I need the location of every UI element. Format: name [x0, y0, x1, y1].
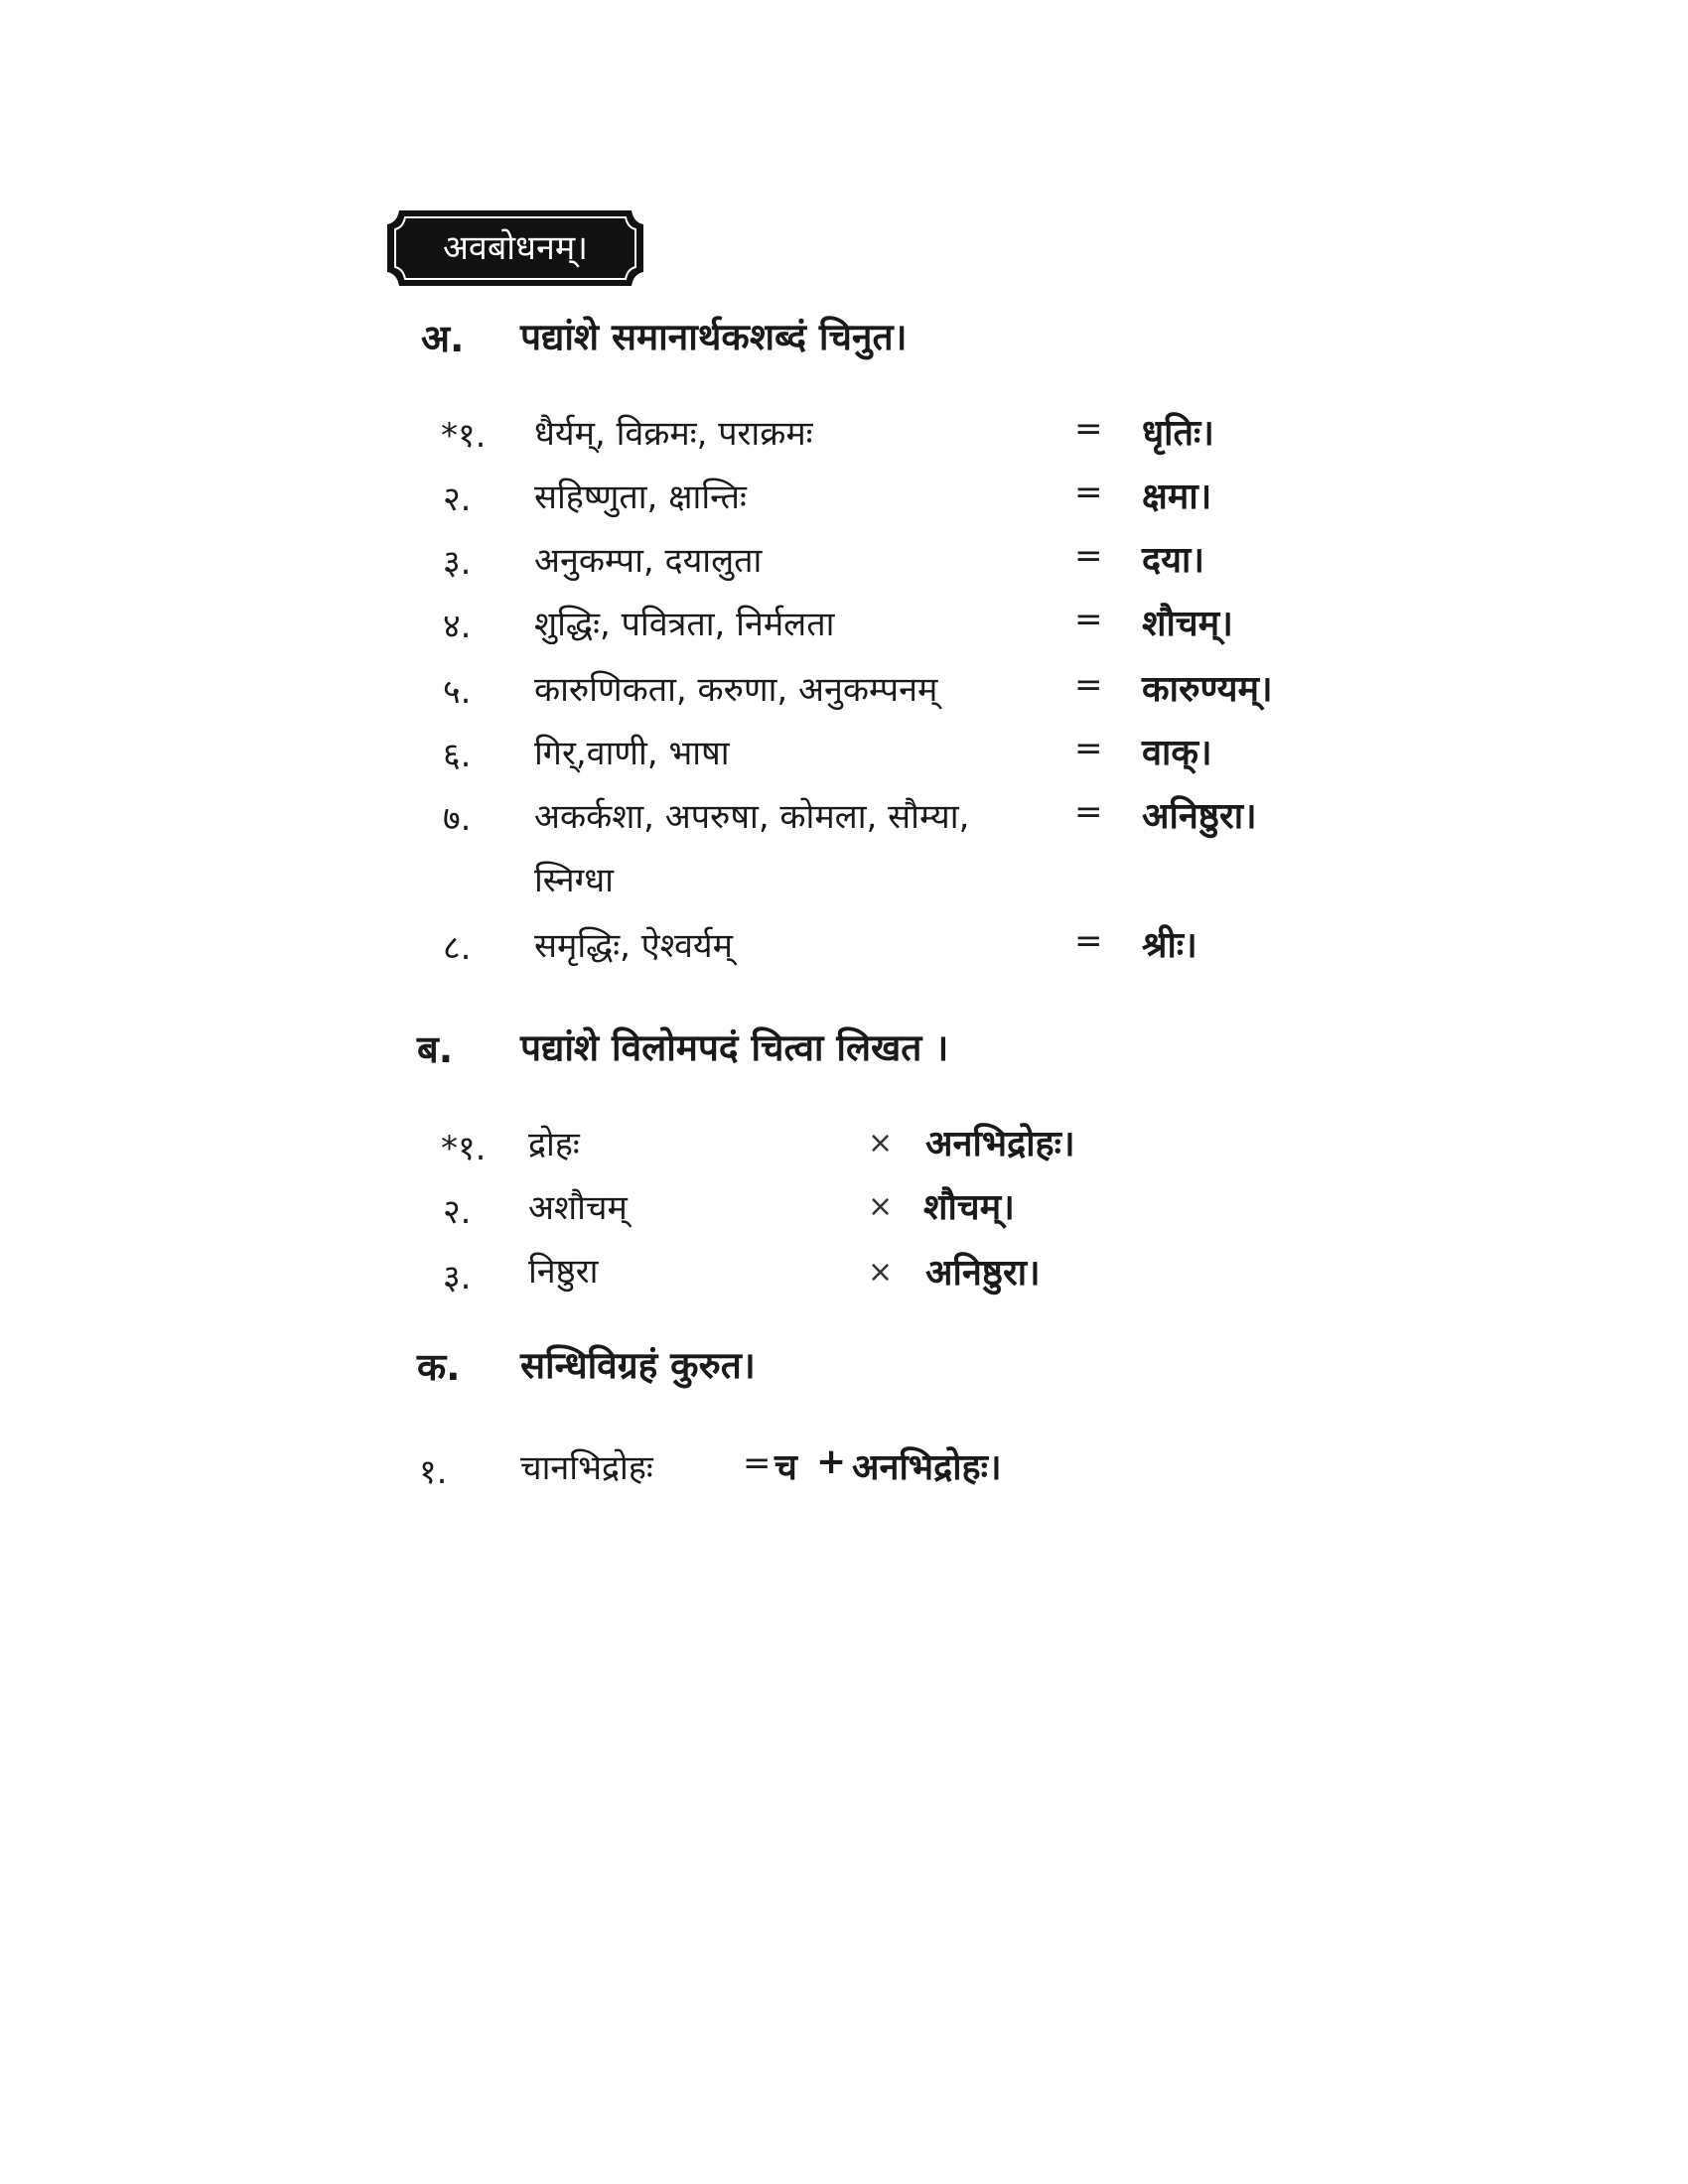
item-number: १. — [419, 1452, 448, 1492]
equals-sign: = — [1074, 409, 1103, 449]
synonym-words: सहिष्णुता, क्षान्तिः — [534, 478, 747, 517]
sandhi-part-two: अनभिद्रोहः। — [852, 1447, 1002, 1488]
section-a-title: पद्यांशे समानार्थकशब्दं चिनुत। — [520, 316, 908, 358]
equals-sign: = — [1074, 665, 1103, 705]
item-number: ५. — [443, 672, 472, 712]
answer-word: श्रीः। — [1142, 925, 1197, 966]
section-b-letter: ब. — [417, 1027, 454, 1071]
heading-badge — [385, 208, 645, 288]
synonym-words: समृद्धिः, ऐश्वर्यम् — [534, 926, 733, 966]
antonym-answer: अनिष्ठुरा। — [925, 1253, 1041, 1294]
answer-word: शौचम्। — [1142, 604, 1233, 644]
antonym-source-word: अशौचम् — [528, 1188, 628, 1228]
antonym-answer: शौचम्। — [923, 1187, 1015, 1228]
section-c-title: सन्धिविग्रहं कुरुत। — [520, 1344, 756, 1387]
times-sign: × — [868, 1255, 894, 1290]
item-number: ८. — [443, 928, 472, 968]
item-number: ४. — [443, 607, 472, 646]
plus-sign: + — [816, 1441, 847, 1482]
item-number: २. — [443, 479, 472, 519]
item-number: *१. — [441, 416, 487, 456]
equals-sign: = — [1074, 921, 1103, 961]
antonym-answer: अनभिद्रोहः। — [925, 1124, 1075, 1164]
answer-word: दया। — [1142, 540, 1204, 581]
equals-sign: = — [743, 1443, 772, 1483]
synonym-words: धैर्यम्, विक्रमः, पराक्रमः — [534, 414, 813, 454]
item-number: ३. — [443, 1258, 472, 1297]
antonym-source-word: द्रोहः — [528, 1125, 580, 1164]
synonym-words: अकर्कशा, अपरुषा, कोमला, सौम्या, — [534, 797, 970, 837]
equals-sign: = — [1074, 792, 1103, 832]
times-sign: × — [868, 1126, 894, 1160]
item-number: *१. — [441, 1129, 487, 1168]
times-sign: × — [868, 1189, 894, 1224]
sandhi-part-one: च — [774, 1447, 797, 1488]
equals-sign: = — [1074, 473, 1103, 512]
item-number: ६. — [443, 736, 472, 775]
synonym-words: कारुणिकता, करुणा, अनुकम्पनम् — [534, 670, 938, 710]
synonym-words: गिर्,वाणी, भाषा — [534, 734, 730, 773]
section-b-title: पद्यांशे विलोमपदं चित्वा लिखत । — [520, 1026, 949, 1069]
equals-sign: = — [1074, 729, 1103, 768]
equals-sign: = — [1074, 536, 1103, 576]
answer-word: वाक्। — [1142, 733, 1212, 773]
item-number: २. — [443, 1192, 472, 1232]
section-c-letter: क. — [417, 1345, 461, 1389]
answer-word: कारुण्यम्। — [1142, 669, 1273, 710]
synonym-words-continued: स्निग्धा — [534, 861, 614, 900]
synonym-words: शुद्धिः, पवित्रता, निर्मलता — [534, 605, 835, 644]
section-a-letter: अ. — [421, 317, 465, 360]
sandhi-word: चानभिद्रोहः — [520, 1448, 653, 1488]
answer-word: धृतिः। — [1142, 413, 1214, 454]
antonym-source-word: निष्ठुरा — [528, 1252, 599, 1292]
answer-word: अनिष्ठुरा। — [1142, 796, 1257, 837]
synonym-words: अनुकम्पा, दयालुता — [534, 541, 763, 581]
item-number: ३. — [443, 543, 472, 583]
equals-sign: = — [1074, 600, 1103, 639]
item-number: ७. — [443, 799, 472, 839]
heading-text: अवबोधनम्। — [442, 228, 589, 268]
answer-word: क्षमा। — [1142, 477, 1212, 517]
